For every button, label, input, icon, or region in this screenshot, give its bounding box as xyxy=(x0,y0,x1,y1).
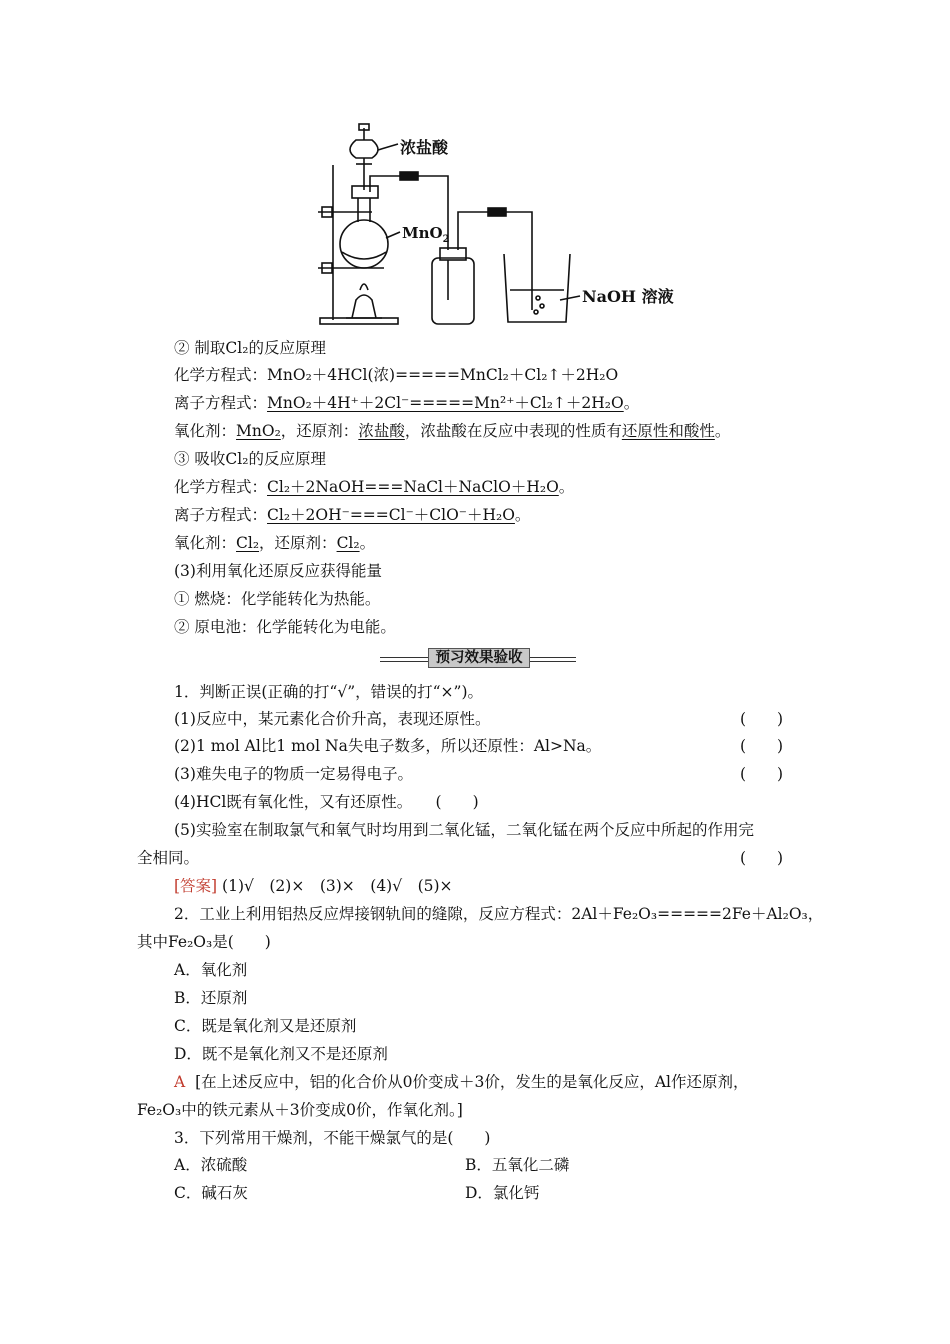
answer-tag: [答案] xyxy=(174,877,218,895)
answer-letter: A xyxy=(174,1073,186,1091)
energy-item-battery: ② 原电池：化学能转化为电能。 xyxy=(174,618,396,636)
sec3-chem-equation: 化学方程式：Cl₂＋2NaOH===NaCl＋NaClO＋H₂O。 xyxy=(174,478,575,496)
label-naoh-solution: NaOH 溶液 xyxy=(582,287,674,306)
sec2-chem-equation: 化学方程式：MnO₂＋4HCl(浓)=====MnCl₂＋Cl₂↑＋2H₂O xyxy=(174,366,619,384)
q1-item-4: (4)HCl既有氧化性，又有还原性。 ( ) xyxy=(174,793,479,811)
q1-item-1: (1)反应中，某元素化合价升高，表现还原性。 ( ) xyxy=(174,710,784,728)
q1-stem: 1．判断正误(正确的打“√”，错误的打“×”)。 xyxy=(174,683,484,701)
q2-explanation-line1: A [在上述反应中，铝的化合价从0价变成＋3价，发生的是氧化反应，Al作还原剂， xyxy=(174,1073,749,1091)
q2-option-a: A．氧化剂 xyxy=(174,961,248,979)
q1-item-5-cont: 全相同。 ( ) xyxy=(137,849,784,867)
q3-option-d: D．氯化钙 xyxy=(465,1184,540,1202)
q3-option-a: A．浓硫酸 xyxy=(174,1156,248,1174)
q3-option-b: B．五氧化二磷 xyxy=(465,1156,570,1174)
q2-stem-line1: 2．工业上利用铝热反应焊接钢轨间的缝隙，反应方程式：2Al＋Fe₂O₃=====2Fe＋Al₂O₃， xyxy=(174,905,824,923)
sec2-ion-equation: 离子方程式：MnO₂＋4H⁺＋2Cl⁻=====Mn²⁺＋Cl₂↑＋2H₂O。 xyxy=(174,394,640,412)
sec2-title: ② 制取Cl₂的反应原理 xyxy=(174,339,326,357)
label-mno2: MnO$_2$ xyxy=(402,224,450,245)
section-banner xyxy=(380,648,576,668)
q1-item-2: (2)1 mol Al比1 mol Na失电子数多，所以还原性：Al>Na。 ( ) xyxy=(174,737,784,755)
q2-option-d: D．既不是氧化剂又不是还原剂 xyxy=(174,1045,388,1063)
label-conc-hcl: 浓盐酸 xyxy=(400,138,449,157)
chlorine-apparatus-diagram xyxy=(0,0,950,340)
q2-stem-line2: 其中Fe₂O₃是( ) xyxy=(137,933,271,951)
q2-option-b: B．还原剂 xyxy=(174,989,248,1007)
q3-option-c: C．碱石灰 xyxy=(174,1184,248,1202)
sec2-agents: 氧化剂：MnO₂，还原剂：浓盐酸，浓盐酸在反应中表现的性质有还原性和酸性。 xyxy=(174,422,731,440)
q1-answer: [答案] (1)√ (2)× (3)× (4)√ (5)× xyxy=(174,877,453,895)
q1-item-3: (3)难失电子的物质一定易得电子。 ( ) xyxy=(174,765,784,783)
q2-explanation-line2: Fe₂O₃中的铁元素从＋3价变成0价，作氧化剂。] xyxy=(137,1101,463,1119)
sec3-agents: 氧化剂：Cl₂，还原剂：Cl₂。 xyxy=(174,534,376,552)
sec3-ion-equation: 离子方程式：Cl₂＋2OH⁻===Cl⁻＋ClO⁻＋H₂O。 xyxy=(174,506,531,524)
banner-title: 预习效果验收 xyxy=(428,648,530,668)
q2-option-c: C．既是氧化剂又是还原剂 xyxy=(174,1017,357,1035)
q1-item-5: (5)实验室在制取氯气和氧气时均用到二氧化锰，二氧化锰在两个反应中所起的作用完 xyxy=(174,821,754,839)
energy-title: (3)利用氧化还原反应获得能量 xyxy=(174,562,382,580)
q3-stem: 3．下列常用干燥剂，不能干燥氯气的是( ) xyxy=(174,1129,491,1147)
energy-item-combustion: ① 燃烧：化学能转化为热能。 xyxy=(174,590,381,608)
sec3-title: ③ 吸收Cl₂的反应原理 xyxy=(174,450,326,468)
